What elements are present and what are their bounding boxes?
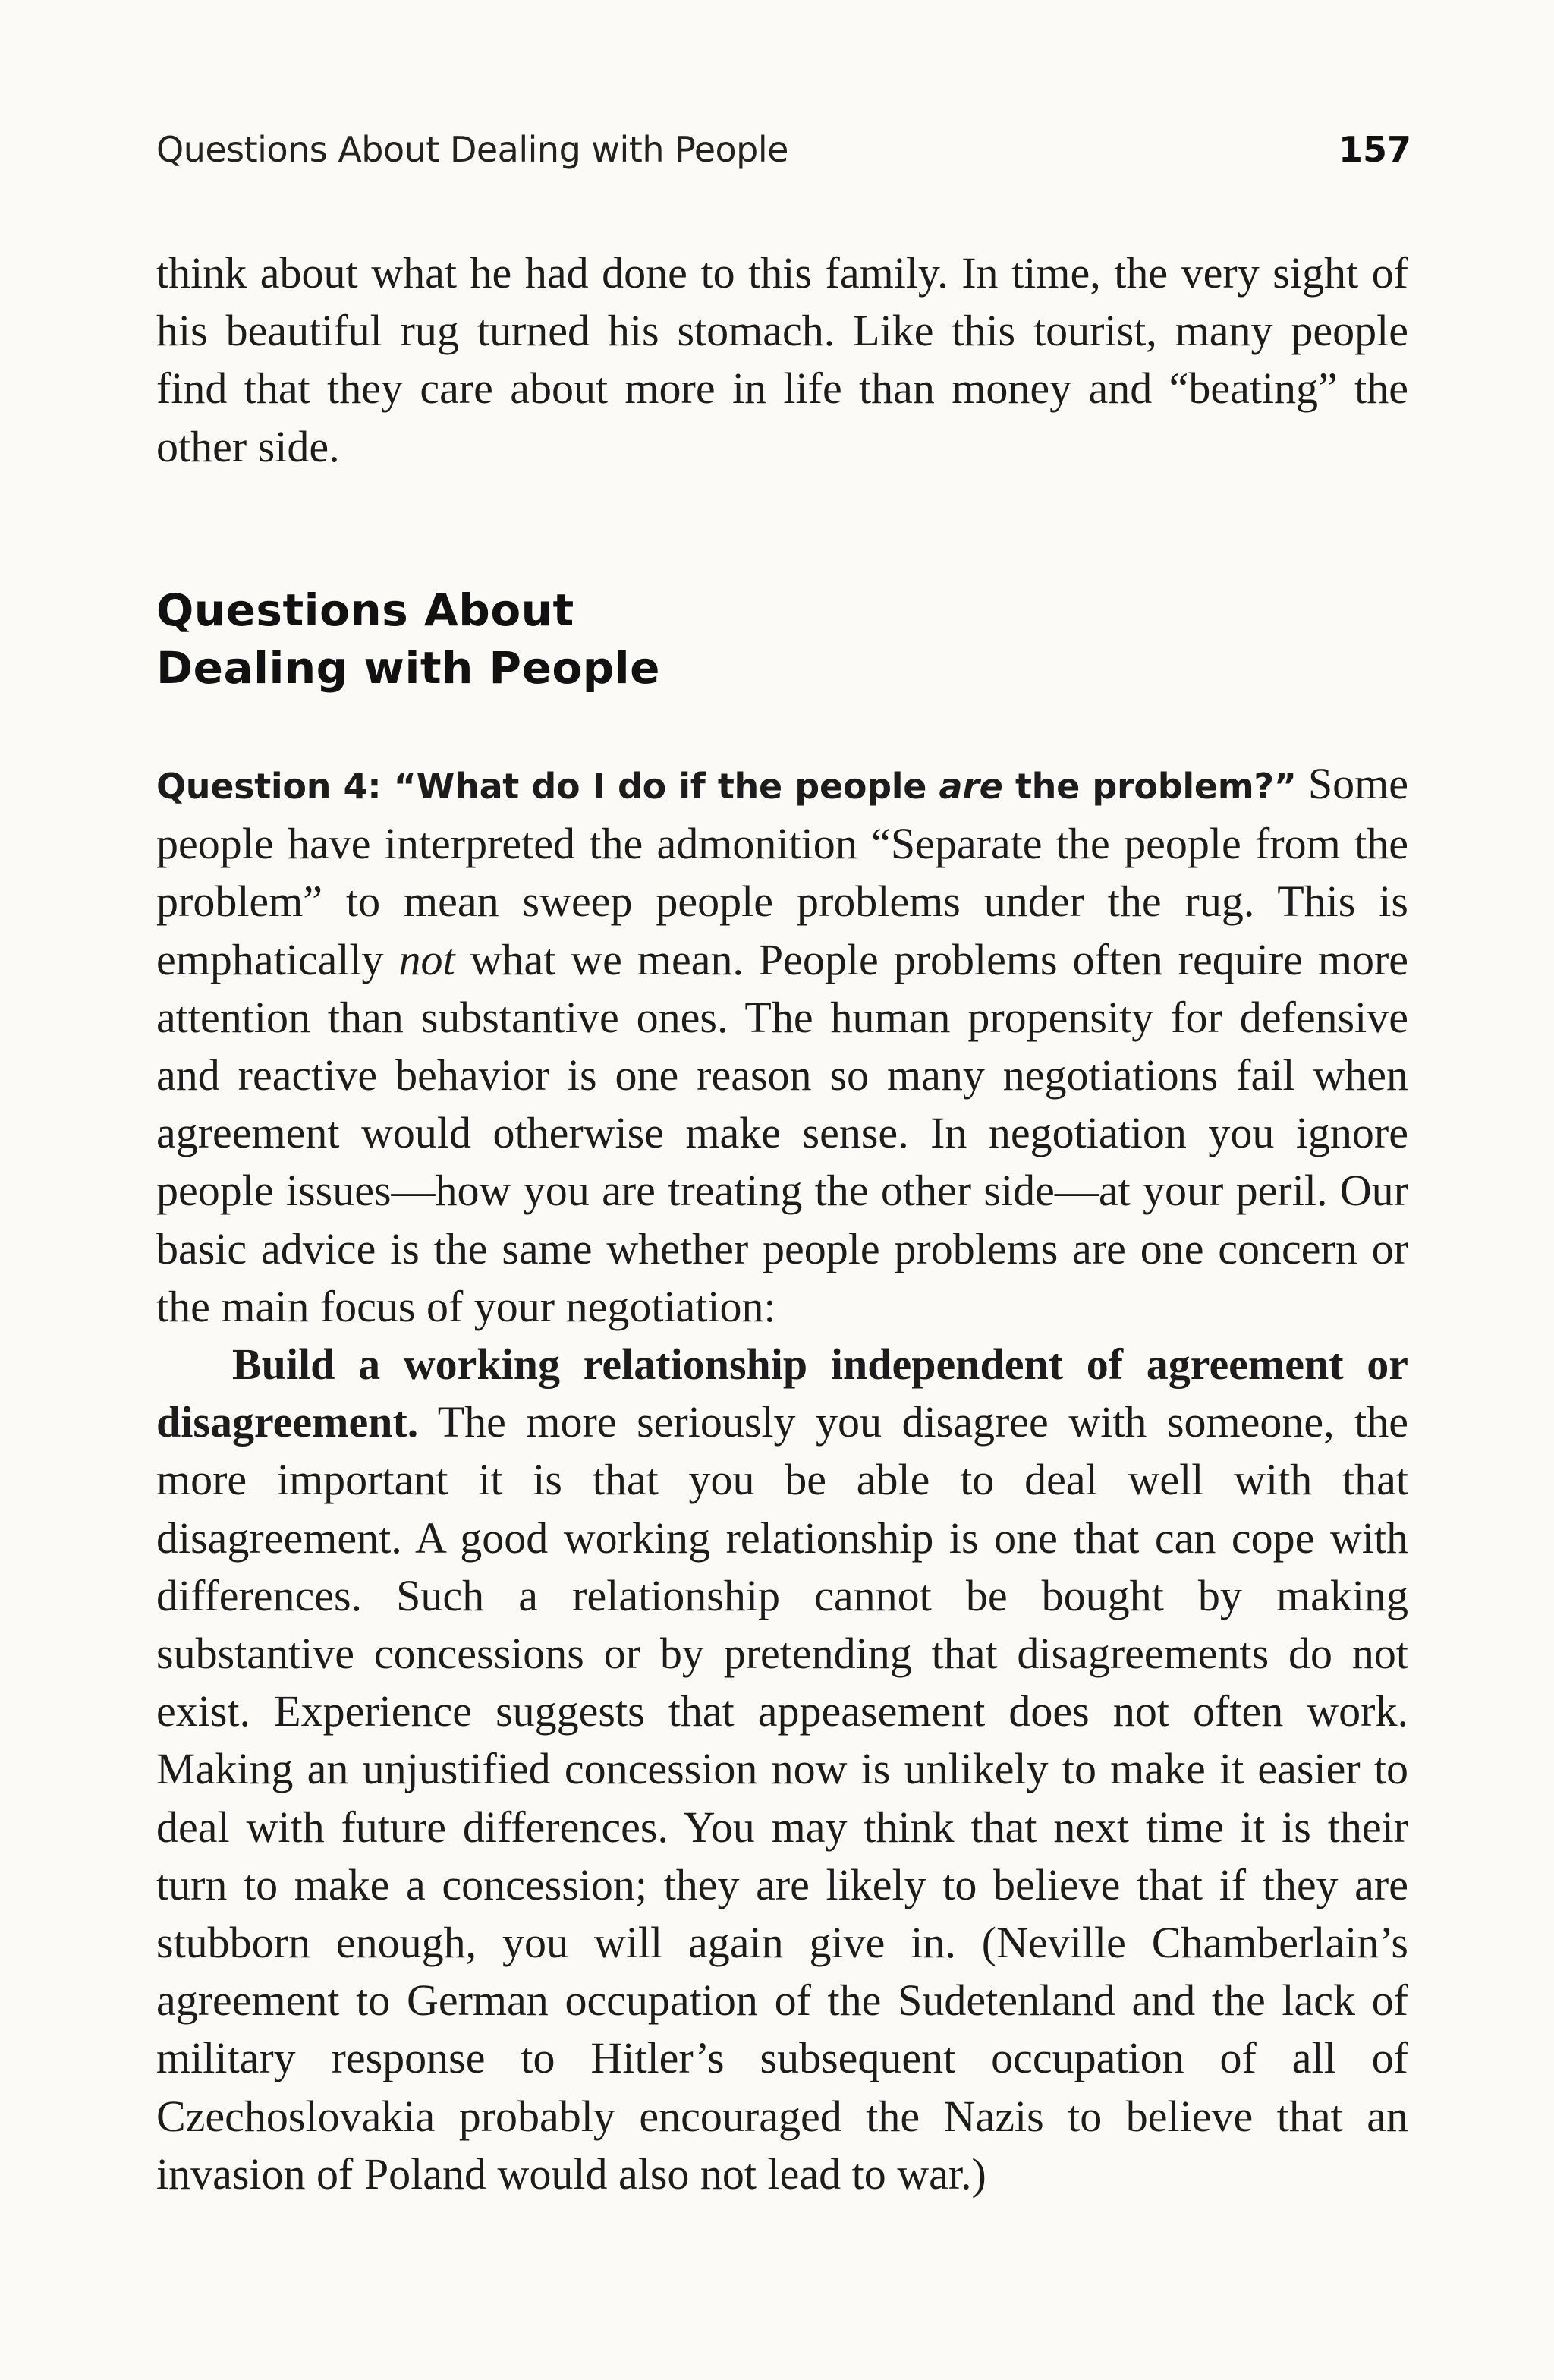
working-relationship-body: The more seriously you disagree with someone, the more important it is that you be able to deal well with that disagreement. A good working relationship is one that can cope with differences. Such a relationship cannot be bought by making substantive concessions or by pretending that disagreements do not exist. Experience suggests that appeasement does not often work. Making an unjustified concession now is unlikely to make it easier to deal with future differences. You may think that next time it is their turn to make a concession; they are likely to believe that if they are stubborn enough, you will again give in. (Neville Chamberlain’s agreement to German occupation of the Sudetenland and the lack of military response to Hitler’s subsequent occupation of all of Czechoslovakia probably encouraged the Nazis to believe that an invasion of Poland would also not lead to war.) <box>156 1397 1408 2199</box>
question-4-label <box>156 766 1297 807</box>
question-label-suffix: the problem?” <box>1002 766 1297 807</box>
section-heading <box>156 581 1370 697</box>
page-number: 157 <box>1338 129 1411 170</box>
question-answer-text-2: what we mean. People problems often require more attention than substantive ones. The human propensity for defensive and reactive behavior is one reason so many negotiations fail when agreement would otherwise make sense. In negotiation you ignore people issues—how you are treating the other side—at your peril. Our basic advice is the same whether people problems are one concern or the main focus of your negotiation: <box>156 934 1408 1331</box>
question-answer-emphasis: not <box>398 934 455 984</box>
question-answer-text-1: Some people have interpreted the admonition “Separate the people from the problem” to mean sweep people problems under the rug. This is emphatically <box>156 759 1408 984</box>
section-heading-line-2: Dealing with People <box>156 642 660 694</box>
section-heading-line-1: Questions About <box>156 584 574 636</box>
continued-paragraph: think about what he had done to this family. In time, the very sight of his beautiful rug turned his stomach. Like this tourist, many people find that they care about more in life than money and “beating” the other side. <box>156 248 1408 471</box>
question-label-prefix: Question 4: “What do I do if the people <box>156 766 939 807</box>
working-relationship-lead: Build a working relationship independent of agreement or disagreement. <box>156 1340 1408 1447</box>
running-head-title: Questions About Dealing with People <box>156 129 788 170</box>
working-relationship-paragraph <box>156 1336 1408 2203</box>
running-head <box>156 129 1411 190</box>
question-4-block <box>156 755 1408 2203</box>
question-label-emphasis: are <box>939 766 1003 807</box>
question-4-paragraph <box>156 755 1408 1336</box>
